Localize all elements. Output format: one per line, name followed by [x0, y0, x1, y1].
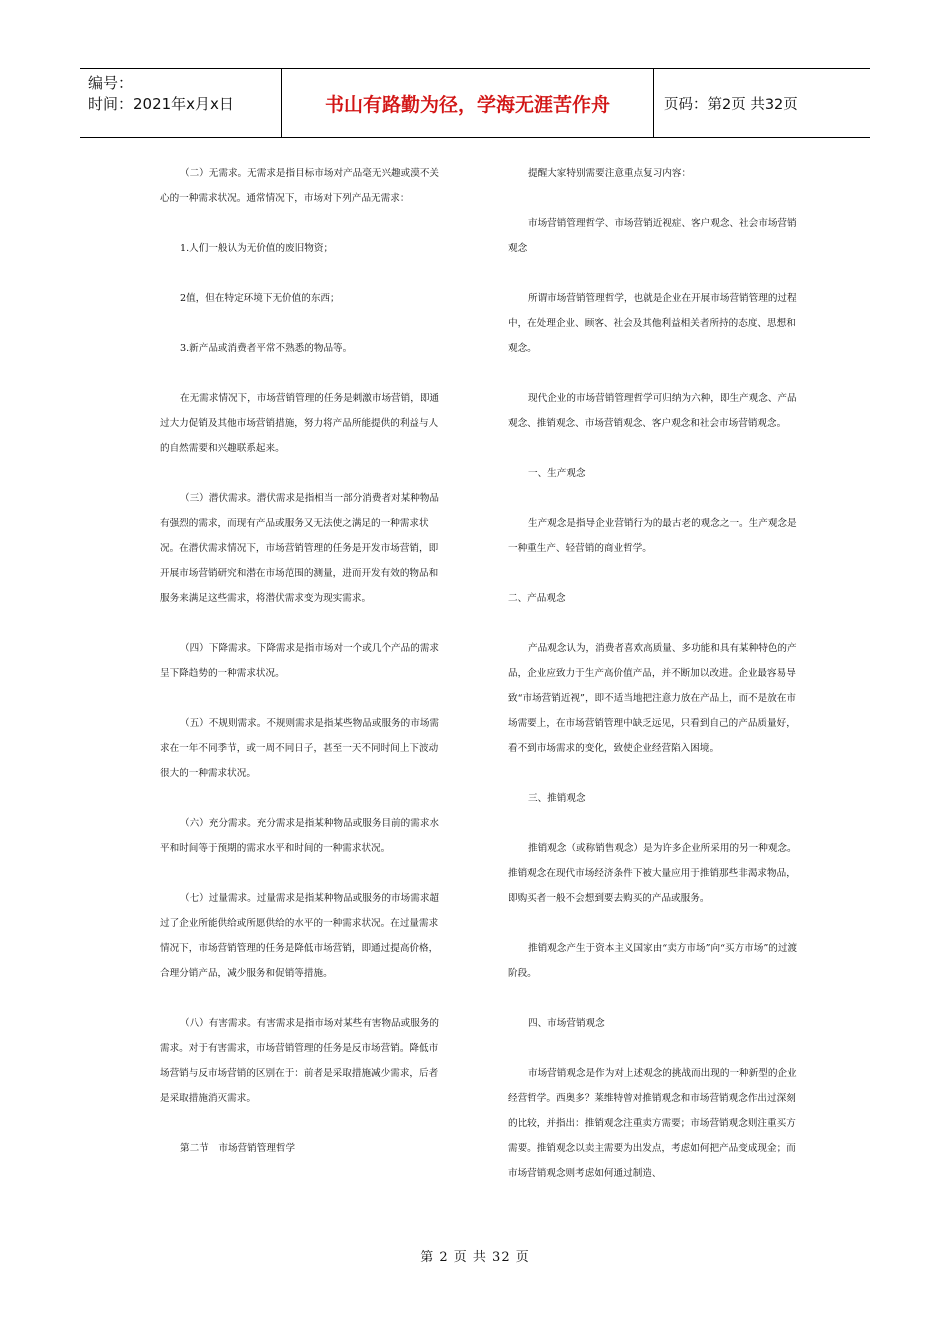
paragraph: （七）过量需求。过量需求是指某种物品或服务的市场需求超过了企业所能供给或所愿供给的水平的一种需求状况。在过量需求情况下，市场营销管理的任务是降低市场营销，即通过提高价格，合理分销产品，减少服务和促销等措施。	[160, 893, 440, 979]
paragraph: （三）潜伏需求。潜伏需求是指相当一部分消费者对某种物品有强烈的需求，而现有产品或服务又无法使之满足的一种需求状况。在潜伏需求情况下，市场营销管理的任务是开发市场营销，即开展市场营销研究和潜在市场范围的测量，进而开发有效的物品和服务来满足这些需求，将潜伏需求变为现实需求。	[160, 493, 440, 604]
section-heading: 二、产品观念	[508, 593, 566, 604]
list-item: 2值，但在特定环境下无价值的东西；	[180, 293, 340, 304]
page-footer: 第 2 页 共 32 页	[420, 1250, 530, 1265]
paragraph: 所谓市场营销管理哲学，也就是企业在开展市场营销管理的过程中，在处理企业、顾客、社会及其他利益相关者所持的态度、思想和观念。	[508, 293, 797, 354]
header-motto: 书山有路勤为径，学海无涯苦作舟	[282, 69, 654, 137]
paragraph: 生产观念是指导企业营销行为的最古老的观念之一。生产观念是一种重生产、轻营销的商业哲学。	[508, 518, 797, 554]
page-header	[80, 68, 870, 138]
paragraph: 推销观念（或称销售观念）是为许多企业所采用的另一种观念。推销观念在现代市场经济条件下被大量应用于推销那些非渴求物品，即购买者一般不会想到要去购买的产品或服务。	[508, 843, 797, 904]
document-number-label: 编号：	[88, 74, 134, 92]
document-time-label: 时间：2021年x月x日	[88, 95, 234, 113]
paragraph: （六）充分需求。充分需求是指某种物品或服务目前的需求水平和时间等于预期的需求水平和时间的一种需求状况。	[160, 818, 440, 854]
section-heading: 三、推销观念	[528, 793, 586, 804]
paragraph: （四）下降需求。下降需求是指市场对一个或几个产品的需求呈下降趋势的一种需求状况。	[160, 643, 440, 679]
section-heading: 四、市场营销观念	[528, 1018, 605, 1029]
header-page-info: 页码：第2页 共32页	[664, 96, 798, 113]
paragraph: 产品观念认为，消费者喜欢高质量、多功能和具有某种特色的产品，企业应致力于生产高价值产品，并不断加以改进。企业最容易导致“市场营销近视”，即不适当地把注意力放在产品上，而不是放在市场需要上，在市场营销管理中缺乏远见，只看到自己的产品质量好，看不到市场需求的变化，致使企业经营陷入困境。	[508, 643, 797, 754]
header-meta-cell	[80, 69, 282, 137]
section-heading: 一、生产观念	[528, 468, 586, 479]
paragraph: 提醒大家特别需要注意重点复习内容：	[528, 168, 692, 179]
list-item: 3.新产品或消费者平常不熟悉的物品等。	[180, 343, 353, 354]
right-text-column	[508, 161, 798, 1211]
paragraph: 现代企业的市场营销管理哲学可归纳为六种，即生产观念、产品观念、推销观念、市场营销观念、客户观念和社会市场营销观念。	[508, 393, 797, 429]
list-item: 1.人们一般认为无价值的废旧物资；	[180, 243, 334, 254]
paragraph: 在无需求情况下，市场营销管理的任务是刺激市场营销，即通过大力促销及其他市场营销措施，努力将产品所能提供的利益与人的自然需要和兴趣联系起来。	[160, 393, 440, 454]
paragraph: （五）不规则需求。不规则需求是指某些物品或服务的市场需求在一年不同季节，或一周不同日子，甚至一天不同时间上下波动很大的一种需求状况。	[160, 718, 440, 779]
paragraph: 市场营销管理哲学、市场营销近视症、客户观念、社会市场营销观念	[508, 218, 797, 254]
left-text-column	[160, 161, 447, 1186]
paragraph: （八）有害需求。有害需求是指市场对某些有害物品或服务的需求。对于有害需求，市场营销管理的任务是反市场营销。降低市场营销与反市场营销的区别在于：前者是采取措施减少需求，后者是采取措施消灭需求。	[160, 1018, 440, 1104]
paragraph: 推销观念产生于资本主义国家由“卖方市场”向“买方市场”的过渡阶段。	[508, 943, 798, 979]
section-heading: 第二节 市场营销管理哲学	[180, 1143, 296, 1154]
paragraph: 市场营销观念是作为对上述观念的挑战而出现的一种新型的企业经营哲学。西奥多？莱维特曾对推销观念和市场营销观念作出过深刻的比较，并指出：推销观念注重卖方需要；市场营销观念则注重买方需要。推销观念以卖主需要为出发点，考虑如何把产品变成现金；而市场营销观念则考虑如何通过制造、	[508, 1068, 797, 1179]
paragraph: （二）无需求。无需求是指目标市场对产品毫无兴趣或漠不关心的一种需求状况。通常情况下，市场对下列产品无需求：	[160, 168, 440, 204]
